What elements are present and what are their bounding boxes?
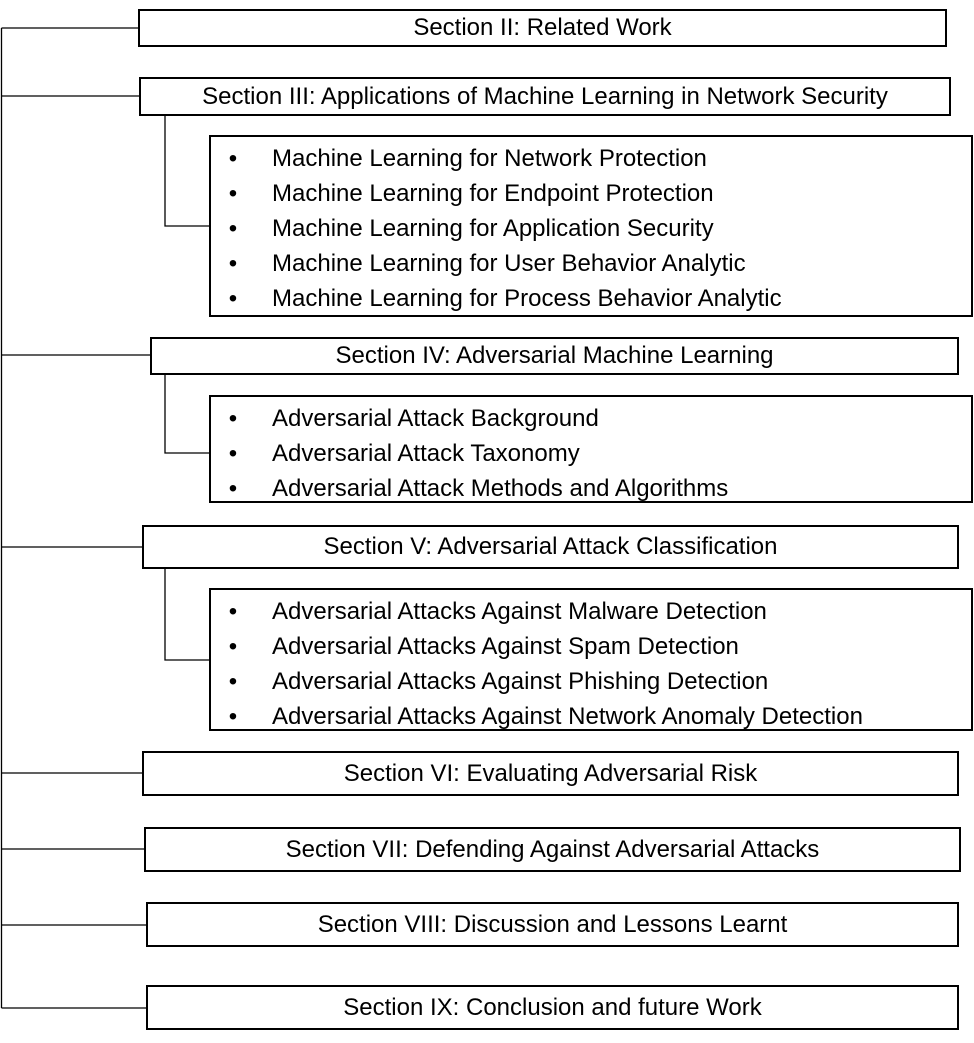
bullet-icon: • xyxy=(228,703,238,730)
list-item: • Adversarial Attacks Against Spam Detection xyxy=(211,629,971,664)
section-title-s9: Section IX: Conclusion and future Work xyxy=(343,993,762,1021)
bullet-icon: • xyxy=(228,598,238,625)
section-box-s5 xyxy=(142,525,959,569)
section-box-s2 xyxy=(138,9,947,47)
section-title-s3: Section III: Applications of Machine Learning in Network Security xyxy=(202,82,888,110)
section-box-s9 xyxy=(146,985,959,1030)
subbranch-s4 xyxy=(165,375,209,453)
section-title-s2: Section II: Related Work xyxy=(413,14,672,41)
list-item: • Machine Learning for Endpoint Protection xyxy=(211,176,971,211)
subbranch-s5 xyxy=(165,569,209,660)
section-box-s7 xyxy=(144,827,961,872)
section-title-s7: Section VII: Defending Against Adversarial Attacks xyxy=(285,835,820,863)
list-item: • Adversarial Attacks Against Malware Detection xyxy=(211,594,971,629)
bullet-icon: • xyxy=(228,405,238,432)
section-title-s8: Section VIII: Discussion and Lessons Learnt xyxy=(317,910,788,938)
section-title-s4: Section IV: Adversarial Machine Learning xyxy=(335,342,774,369)
subsection-list-s3 xyxy=(209,135,973,317)
list-item: • Adversarial Attack Taxonomy xyxy=(211,436,971,471)
section-box-s4 xyxy=(150,337,959,375)
list-item: • Adversarial Attacks Against Network Anomaly Detection xyxy=(211,699,971,734)
list-item: • Adversarial Attack Background xyxy=(211,401,971,436)
subsection-list-s4 xyxy=(209,395,973,503)
list-item: • Adversarial Attacks Against Phishing Detection xyxy=(211,664,971,699)
bullet-icon: • xyxy=(228,475,238,502)
list-item: • Machine Learning for Process Behavior Analytic xyxy=(211,281,971,316)
bullet-icon: • xyxy=(228,180,238,207)
bullet-icon: • xyxy=(228,668,238,695)
bullet-icon: • xyxy=(228,440,238,467)
subsection-list-s5 xyxy=(209,588,973,731)
list-item: • Machine Learning for Network Protection xyxy=(211,141,971,176)
bullet-icon: • xyxy=(228,215,238,242)
bullet-icon: • xyxy=(228,250,238,277)
bullet-icon: • xyxy=(228,285,238,312)
section-title-s5: Section V: Adversarial Attack Classification xyxy=(323,533,778,560)
list-item: • Machine Learning for Application Security xyxy=(211,211,971,246)
subbranch-s3 xyxy=(165,116,209,226)
section-title-s6: Section VI: Evaluating Adversarial Risk xyxy=(343,759,758,787)
section-box-s6 xyxy=(142,751,959,796)
bullet-icon: • xyxy=(228,633,238,660)
section-box-s3 xyxy=(139,77,951,116)
section-box-s8 xyxy=(146,902,959,947)
bullet-icon: • xyxy=(228,145,238,172)
list-item: • Adversarial Attack Methods and Algorithms xyxy=(211,471,971,506)
list-item: • Machine Learning for User Behavior Analytic xyxy=(211,246,971,281)
